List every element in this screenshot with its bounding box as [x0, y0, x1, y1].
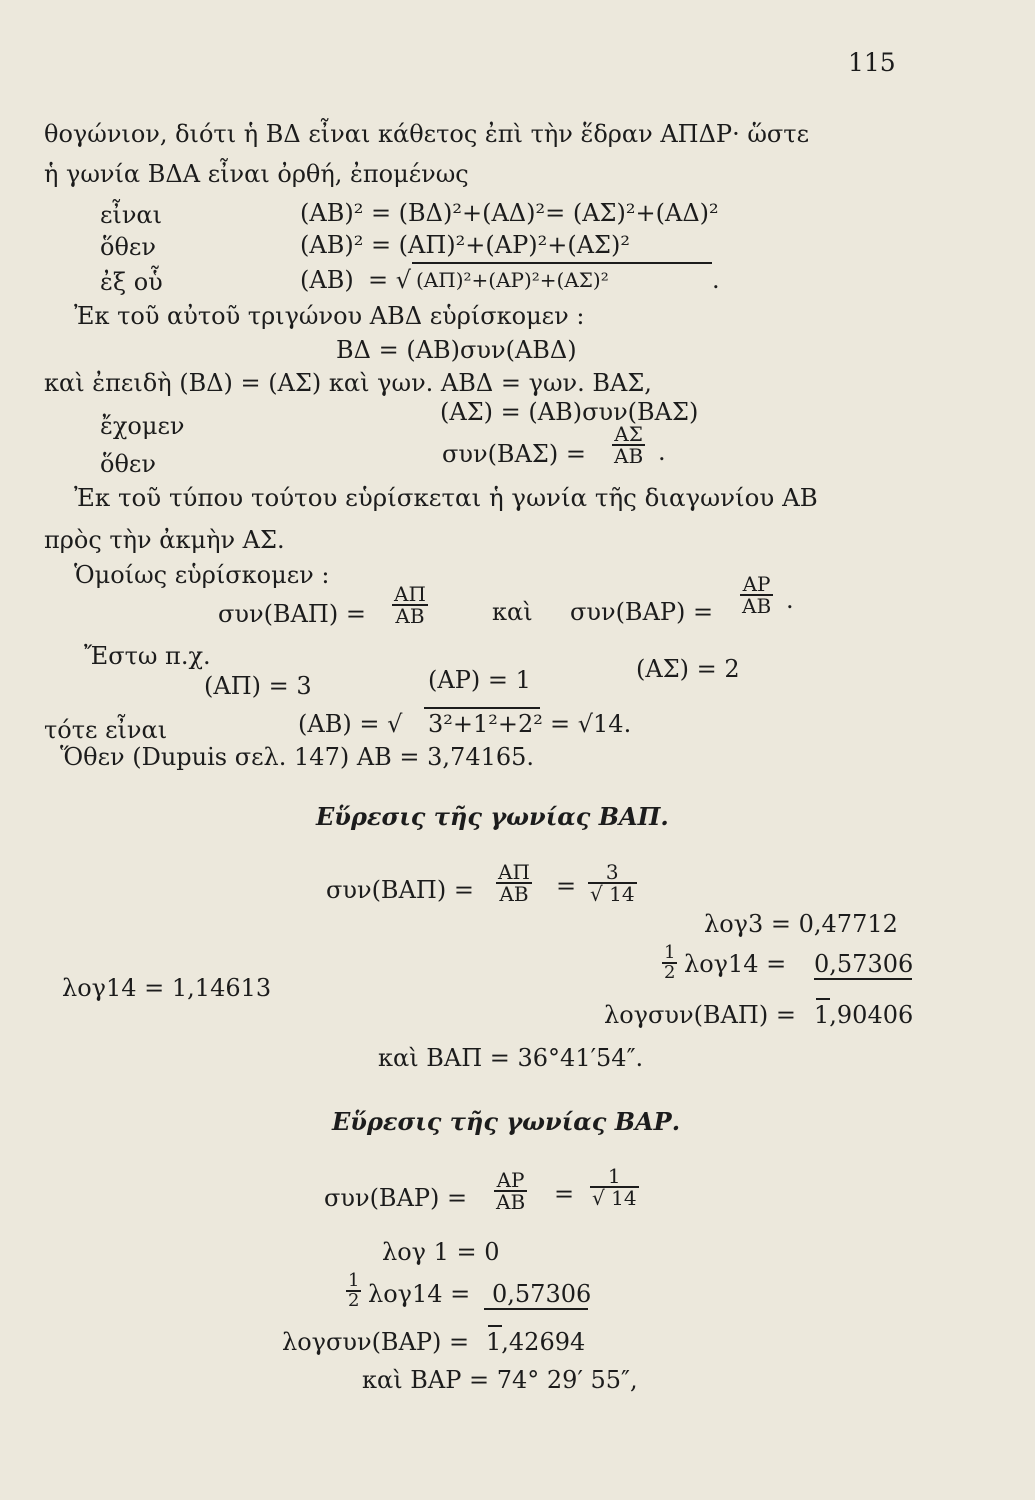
- denominator: ΑΒ: [496, 882, 532, 904]
- equation: .: [786, 586, 794, 614]
- equation: (ΑΒ)² = (ΒΔ)²+(ΑΔ)²= (ΑΣ)²+(ΑΔ)²: [300, 199, 719, 227]
- underline-rule: [484, 1308, 588, 1310]
- equation: λογ14 = 1,14613: [62, 974, 272, 1002]
- equation: συν(ΒΑΠ) =: [218, 600, 366, 628]
- equation: λογ 1 = 0: [382, 1238, 500, 1266]
- fraction: [590, 1166, 639, 1208]
- numerator: ΑΠ: [394, 582, 426, 606]
- equation: = √14.: [550, 710, 632, 738]
- equation: 1,90406: [814, 1001, 914, 1029]
- text-line: ἡ γωνία ΒΔΑ εἶναι ὀρθή, ἐπομένως: [44, 160, 469, 188]
- equation: =: [556, 872, 577, 900]
- text-line: Ὅθεν (Dupuis σελ. 147) ΑΒ = 3,74165.: [60, 743, 535, 771]
- denominator: ΑΒ: [496, 1190, 526, 1214]
- bar-over-digit: [816, 998, 830, 1000]
- equation: ΒΔ = (ΑΒ)συν(ΑΒΔ): [336, 336, 577, 364]
- equation: 3²+1²+2²: [428, 710, 543, 738]
- text-line: καὶ ἐπειδὴ (ΒΔ) = (ΑΣ) καὶ γων. ΑΒΔ = γων. ΒΑΣ,: [44, 369, 652, 397]
- text-line: Ἔστω π.χ.: [84, 642, 211, 670]
- numerator: ΑΠ: [498, 860, 530, 884]
- numerator: ΑΣ: [614, 422, 643, 446]
- numerator: ΑΡ: [496, 1168, 525, 1192]
- text-line: πρὸς τὴν ἀκμὴν ΑΣ.: [44, 526, 285, 554]
- equation: (ΑΒ)² = (ΑΠ)²+(ΑΡ)²+(ΑΣ)²: [300, 231, 630, 259]
- equation: λογ14 =: [684, 950, 787, 978]
- fraction: [346, 1272, 361, 1310]
- fraction: [392, 584, 428, 626]
- equation: (ΑΠ)²+(ΑΡ)²+(ΑΣ)²: [416, 268, 609, 292]
- equation: =: [554, 1180, 575, 1208]
- denominator: 2: [664, 962, 676, 983]
- denominator: 2: [348, 1290, 360, 1311]
- equation: συν(ΒΑΣ) =: [442, 440, 586, 468]
- equation: .: [712, 266, 720, 294]
- equation: .: [658, 438, 666, 466]
- numerator: 1: [607, 1164, 621, 1188]
- equation: καὶ: [492, 598, 533, 626]
- text-label: εἶναι: [100, 201, 163, 229]
- equation: 0,57306: [492, 1280, 592, 1308]
- text-label: ἐξ οὗ: [100, 268, 163, 296]
- equation: καὶ ΒΑΠ = 36°41′54″.: [378, 1044, 644, 1072]
- radical-bar: [412, 262, 712, 264]
- denominator: ΑΒ: [614, 444, 644, 468]
- equation: 1,42694: [486, 1328, 586, 1356]
- underline-rule: [814, 978, 912, 980]
- text-line: Ἐκ τοῦ αὐτοῦ τριγώνου ΑΒΔ εὑρίσκομεν :: [74, 302, 585, 330]
- section-heading: Εὕρεσις τῆς γωνίας ΒΑΠ.: [316, 802, 669, 831]
- fraction: [740, 574, 773, 616]
- numerator: 3: [605, 860, 619, 884]
- text-label: ὅθεν: [100, 450, 156, 478]
- text-line: θογώνιον, διότι ἡ ΒΔ εἶναι κάθετος ἐπὶ τὴν ἕδραν ΑΠΔΡ· ὥστε: [44, 120, 809, 148]
- equation: συν(ΒΑΠ) =: [326, 876, 474, 904]
- text-line: Ἐκ τοῦ τύπου τούτου εὑρίσκεται ἡ γωνία τῆς διαγωνίου ΑΒ: [74, 483, 818, 512]
- denominator: √ 14: [590, 882, 635, 906]
- equation: λογσυν(ΒΑΠ) =: [604, 1001, 796, 1029]
- equation: (ΑΒ) = √: [298, 710, 403, 738]
- equation: καὶ ΒΑΡ = 74° 29′ 55″,: [362, 1366, 638, 1394]
- equation: λογ3 = 0,47712: [704, 910, 898, 938]
- radical-bar: [424, 707, 540, 709]
- section-heading: Εὕρεσις τῆς γωνίας ΒΑΡ.: [332, 1107, 681, 1136]
- page-number: 115: [848, 48, 896, 77]
- text-label: ὅθεν: [100, 233, 156, 261]
- equation: λογ14 =: [368, 1280, 471, 1308]
- fraction: [588, 862, 637, 904]
- equation: = √: [368, 266, 412, 294]
- denominator: √ 14: [592, 1186, 637, 1210]
- bar-over-digit: [488, 1325, 502, 1327]
- text-line: Ὁμοίως εὑρίσκομεν :: [74, 561, 330, 589]
- equation: λογσυν(ΒΑΡ) =: [282, 1328, 470, 1356]
- numerator: ΑΡ: [742, 572, 771, 596]
- text-label: τότε εἶναι: [44, 716, 168, 744]
- numerator: 1: [664, 942, 676, 963]
- equation: (ΑΠ) = 3: [204, 672, 312, 700]
- denominator: ΑΒ: [742, 594, 772, 618]
- fraction: [494, 1170, 527, 1212]
- equation: συν(ΒΑΡ) =: [324, 1184, 468, 1212]
- denominator: ΑΒ: [392, 604, 428, 626]
- equation: (ΑΡ) = 1: [428, 666, 531, 694]
- fraction: [662, 944, 677, 982]
- equation: (ΑΣ) = (ΑΒ)συν(ΒΑΣ): [440, 398, 699, 426]
- equation: 0,57306: [814, 950, 914, 978]
- fraction: [496, 862, 532, 904]
- numerator: 1: [348, 1270, 360, 1291]
- text-label: ἔχομεν: [100, 412, 185, 440]
- equation: συν(ΒΑΡ) =: [570, 598, 714, 626]
- equation: (ΑΒ): [300, 266, 354, 294]
- fraction: [612, 424, 645, 466]
- equation: (ΑΣ) = 2: [636, 655, 740, 683]
